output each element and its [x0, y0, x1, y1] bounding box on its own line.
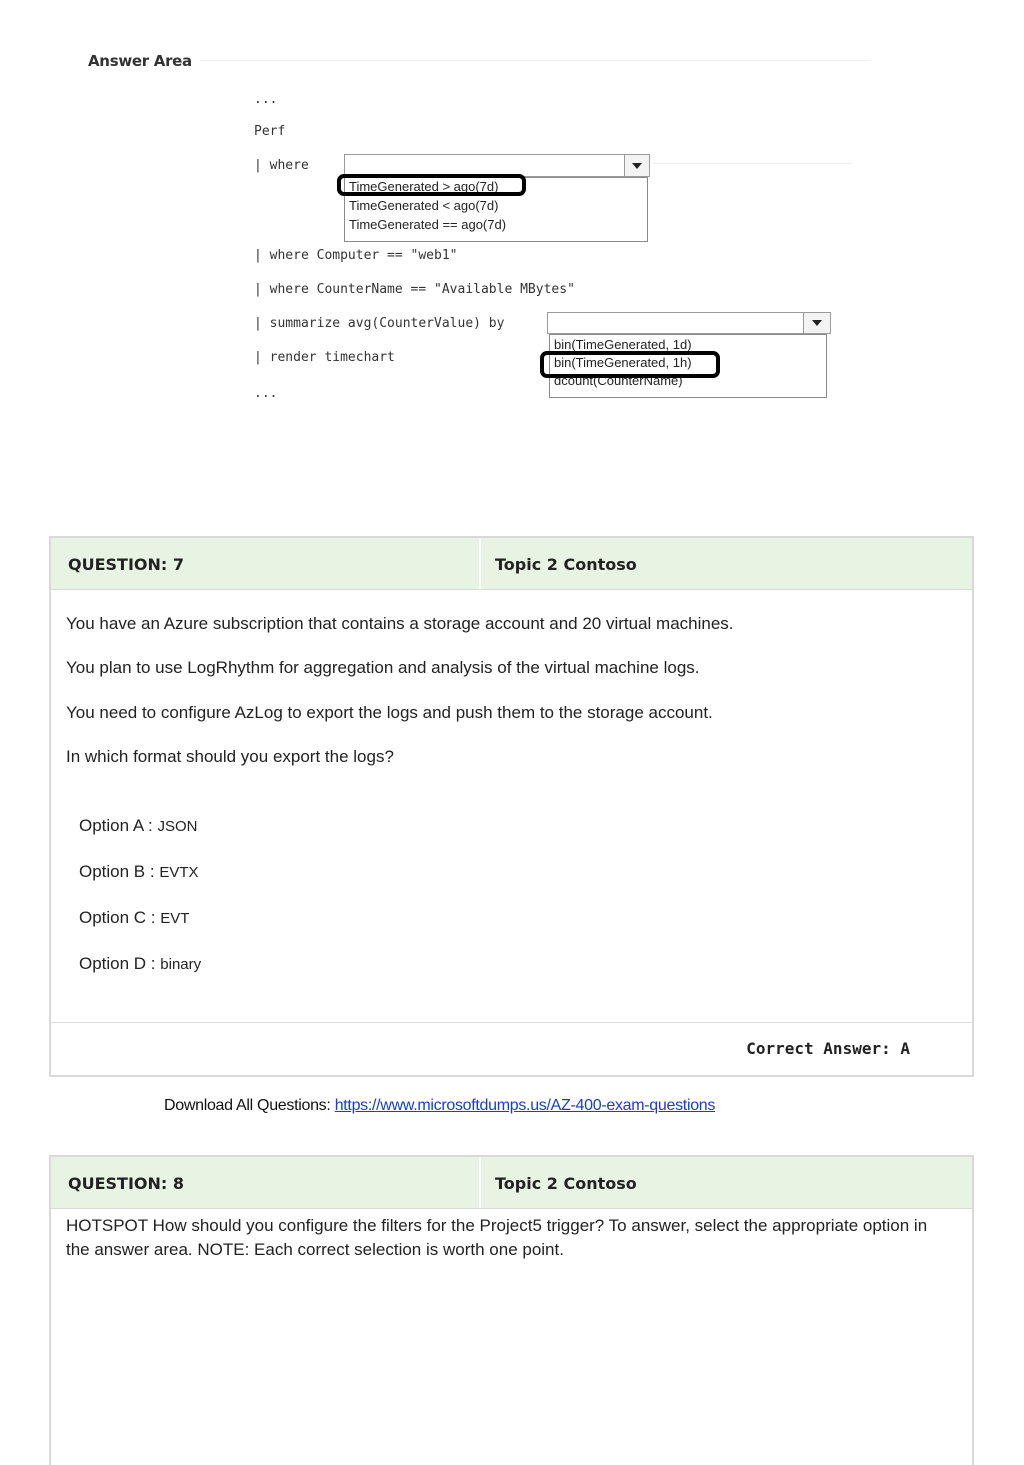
download-link[interactable]: https://www.microsoftdumps.us/AZ-400-exam-questions [334, 1097, 716, 1114]
option-value: EVT [160, 910, 190, 927]
option-a[interactable] [79, 816, 197, 836]
code-summarize: | summarize avg(CounterValue) by [254, 316, 505, 331]
option-label: Option B : [79, 862, 160, 881]
question-text-line: In which format should you export the logs? [66, 747, 394, 766]
question-text-line: You have an Azure subscription that contains a storage account and 20 virtual machines. [66, 614, 734, 633]
code-where: | where [254, 158, 309, 173]
question-header [51, 1157, 972, 1209]
code-where-counter: | where CounterName == "Available MBytes" [254, 282, 575, 297]
question-header [51, 538, 972, 590]
divider [652, 163, 852, 164]
code-ellipsis-bottom: ... [254, 386, 278, 401]
option-b[interactable] [79, 862, 199, 882]
selected-answer-highlight [337, 174, 526, 196]
question-topic: Topic 2 Contoso [495, 1174, 637, 1193]
dropdown-option[interactable]: TimeGenerated > ago(7d) [349, 179, 499, 194]
answer-area-image [0, 0, 1024, 420]
option-value: binary [160, 956, 202, 973]
question-number: QUESTION: 7 [68, 555, 185, 574]
correct-answer: Correct Answer: A [746, 1039, 910, 1058]
dropdown-option[interactable]: bin(TimeGenerated, 1d) [554, 337, 692, 352]
option-label: Option C : [79, 908, 161, 927]
option-value: JSON [157, 818, 198, 835]
dropdown-option[interactable]: TimeGenerated == ago(7d) [349, 217, 507, 232]
divider [51, 1022, 972, 1023]
dropdown-option[interactable]: dcount(CounterName) [554, 373, 683, 388]
download-label: Download All Questions: [164, 1097, 335, 1114]
question-card [49, 1155, 974, 1465]
divider [200, 60, 870, 61]
answer-area-title: Answer Area [88, 52, 192, 70]
option-value: EVTX [159, 864, 199, 881]
option-label: Option A : [79, 816, 158, 835]
dropdown-option[interactable]: TimeGenerated < ago(7d) [349, 198, 499, 213]
dropdown-option[interactable]: bin(TimeGenerated, 1h) [554, 355, 692, 370]
code-where-computer: | where Computer == "web1" [254, 248, 458, 263]
question-text: HOTSPOT How should you configure the filters for the Project5 trigger? To answer, select the appropriate option in the answer area. NOTE: Each correct selection is worth one point. [66, 1216, 928, 1259]
question-topic: Topic 2 Contoso [495, 555, 637, 574]
download-line [164, 1097, 715, 1115]
chevron-down-icon[interactable] [803, 312, 831, 334]
header-divider [479, 1157, 481, 1208]
question-text-line: You need to configure AzLog to export the logs and push them to the storage account. [66, 703, 713, 722]
option-label: Option D : [79, 954, 161, 973]
summarize-dropdown[interactable] [547, 312, 805, 334]
chevron-down-icon[interactable] [624, 154, 650, 177]
question-number: QUESTION: 8 [68, 1174, 185, 1193]
code-ellipsis-top: ... [254, 92, 278, 107]
option-d[interactable] [79, 954, 201, 974]
code-perf: Perf [254, 124, 286, 139]
selected-answer-highlight [540, 351, 720, 378]
question-text-line: You plan to use LogRhythm for aggregation and analysis of the virtual machine logs. [66, 658, 700, 677]
code-render: | render timechart [254, 350, 395, 365]
option-c[interactable] [79, 908, 189, 928]
question-card [49, 536, 974, 1077]
header-divider [479, 538, 481, 589]
